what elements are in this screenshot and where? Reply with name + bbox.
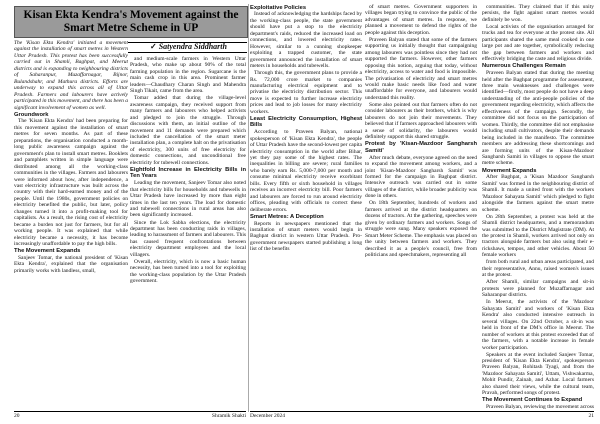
section-heading: Movement Expands xyxy=(482,167,537,174)
paragraph: Tomar added that during the village-level awareness campaign, they received support from many farmers and labourers who helped activists and pledged to join the struggle. Through discussions with them, an initial outline of the movement and 11 demands were prepared which included the cancellation of the smart meter installation plan, a complete halt on the privatisation of electricity, 300 units of free electricity for domestic connections, and unconditional free electricity for tubewell connections. xyxy=(130,95,246,166)
paragraph: After Shamli, similar campaigns and sit-in protests were planned for Muzaffarnagar and Saharanpur districts. xyxy=(482,279,594,299)
page-gutter xyxy=(248,4,249,412)
paragraph: On 18th September, hundreds of workers and farmers arrived at the district headquarters on dozens of tractors. At the gathering, speeches were given by ordinary farmers and workers. Songs of struggle were sung. Many speakers exposed the Smart Meter Scheme. The emphasis was placed on the unity between farmers and workers. They described it as a people's council, free from politicians and speechmakers, representing all xyxy=(365,200,477,258)
section-heading: The Movement Expands xyxy=(14,248,81,255)
author-name: Satyendra Siddharth xyxy=(158,42,227,51)
column-3 xyxy=(250,4,362,412)
footer-left xyxy=(14,411,246,422)
column-1 xyxy=(14,40,128,412)
paragraph: Overall, electricity, which is now a basic human necessity, has been turned into a tool for exploiting the working-class population by the Uttar Pradesh government. xyxy=(130,258,246,285)
paragraph: Since the Lok Sabha elections, the electricity department has been conducting raids in villages, leading to harassment of farmers and labourers. This has caused frequent confrontations between electricity department employees and the local villagers. xyxy=(130,219,246,258)
paragraph: Local activists of the organisation arranged for trucks and tea for everyone at the protest site. All participants shared the same meal cooked in one large pot and ate together, symbolically reducing the gap between farmers and workers and effectively bridging the caste and religious divide. xyxy=(482,23,594,63)
section-heading: Least Electricity Consumption, Highest Bills xyxy=(250,115,362,129)
column-2 xyxy=(130,56,246,412)
issue-date: December 2024 xyxy=(250,413,285,419)
paragraph: communities. They claimed that if this unity persists, the fight against smart metres would definitely be won. xyxy=(482,4,594,23)
paragraph: Leading the movement, Sanjeev Tomar also noted that electricity bills for households and tubewells in Uttar Pradesh have increased by more than eight times in the last ten years. The load for domestic and tubewell connections in rural areas has also been significantly increased. xyxy=(130,180,246,219)
footer-right xyxy=(250,411,594,422)
article-title: Kisan Ekta Kendra's Movement against the Smart Metre Scheme in UP xyxy=(23,9,239,34)
section-heading: Groundwork xyxy=(14,111,49,118)
section-heading: Eightfold Increase in Electricity Bills in Ten Years xyxy=(130,166,246,180)
paragraph: The 'Kisan Ekta Kendra' initiated a movement against the installation of smart metres in Western Uttar Pradesh. This protest has been successfully carried out in Shamli, Baghpat, and Meerut districts and is expanding to neighbouring districts of Saharanpur, Muzaffarnagar, Bijnor, Bulandshahr, and Mathura districts. Efforts are underway to expand this across all of Uttar Pradesh. Farmers and labourers have actively participated in this movement, and there has been a significant involvement of women as well. xyxy=(14,40,128,111)
paragraph: from both rural and urban areas participated, and their representative, Annu, raised women's issues at the protest. xyxy=(482,259,594,279)
column-4 xyxy=(365,4,477,412)
paragraph: and medium-scale farmers in Western Uttar Pradesh, who make up about 90% of the total farming population in the region. Sugarcane is the main cash crop in this area. Prominent farmer leaders—Chaudhary Charan Singh and Mahendra Singh Tikait, came from the area. xyxy=(130,56,246,95)
byline xyxy=(150,42,227,51)
paragraph: of smart metres. Government supporters in villages began trying to convince the public of the advantages of smart metres. In response, we planned a movement to defend the rights of the people against this deception. xyxy=(365,4,477,36)
paragraph: On 28th September, a protest was held at the Shamli district headquarters, and a memorandum was submitted to the District Magistrate (DM). At the protest in Shamli, workers arrived not only on tractors alongside farmers but also using their e-rickshaws, tempos, and other vehicles. About 50 female workers xyxy=(482,213,594,259)
page-number-right: 21 xyxy=(588,413,594,419)
page-number-left: 20 xyxy=(14,413,20,419)
paragraph: Sanjeev Tomar, the national president of 'Kisan Ekta Kendra', explained that the organisation primarily works with landless, small, xyxy=(14,254,128,274)
paragraph: Praveen Balyan stated that some of the farmers supporting us initially thought that campaigning among labourers was pointless since they had not supported the farmers. However, other farmers opposing this notion, arguing that today, without electricity, access to water and food is impossible. The privatisation of electricity and smart metres would make basic needs like food and water unaffordable for everyone, and labourers would understand this reality. xyxy=(365,36,477,101)
section-heading: Exploitative Policies xyxy=(250,4,307,11)
paragraph: According to Praveen Balyan, national spokesperson of 'Kisan Ekta Kendra', the people of Uttar Pradesh have the second-lowest per capita electricity consumption in the world after Bihar, yet they pay some of the highest rates. The inequalities in billing are severe; rural families who barely earn Rs. 5,000-7,000 per month and consume minimal electricity receive exorbitant bills. Every fifth or sixth household in villages receives an incorrect electricity bill. Poor farmers and labourers are forced to run around electricity offices, pleading with officials to correct these deliberate errors. xyxy=(250,129,362,213)
column-5 xyxy=(482,4,594,412)
paragraph: After much debate, everyone agreed on the need to expand the movement among workers, and a joint 'Kisan-Mazdoor Sangharsh Samiti' was formed for the campaign in Baghpat district. Intensive outreach was carried out in some villages of the district, while broader publicity was done in others. xyxy=(365,154,477,200)
paragraph: Instead of acknowledging the hardships faced by the working-class people, the state government should have put a stop to the electricity department's raids, reduced the increased load on connections, and lowered electricity rates. However, similar to a cunning shopkeeper exploiting a trapped customer, the state government announced the installation of smart meters in households and tubewells. xyxy=(250,11,362,70)
paragraph: Praveen Balyan, reviewing the movement across xyxy=(486,404,594,411)
magazine-name: Shramik Shakti xyxy=(211,413,246,419)
title-box xyxy=(14,6,248,38)
paragraph: Some also pointed out that farmers often do not consider labourers as their brothers, which is why labourers do not join their movements. They believed that if farmers approached labourers with a sense of solidarity, the labourers would definitely support this shared struggle. xyxy=(365,101,477,141)
paragraph: The 'Kisan Ekta Kendra' had been preparing for this movement against the installation of smart metres for seven months. As part of these preparations, the organisation conducted a month-long public awareness campaign against the government's plan to install smart metres. Booklets and pamphlets written in simple language were distributed among all the working-class communities in the villages. Farmers and labourers were informed about how, after independence, a vast electricity infrastructure was built across the country with their hard-earned money and of the people. Until the 1980s, government policies on electricity benefited the public, but later, policy changes turned it into a profit-making tool for capitalists. As a result, the rising cost of electricity became a burden not just for farmers, but for all working people. It was explained that while electricity became a necessity, it has become increasingly unaffordable to pay the high bills. xyxy=(14,118,128,248)
section-heading: Smart Metres: A Deception xyxy=(250,213,324,220)
byline-arrow-icon: ✓ xyxy=(150,42,157,51)
section-heading: Numerous Challenges Remain xyxy=(482,63,566,70)
paragraph: Praveen Balyan stated that during the meeting held after the Baghpat programme for assessment, three main weaknesses and challenges were identified—firstly, most people do not have a deep understanding of the anti-people policies of the government regarding electricity, which affects the effectiveness of the campaign. Secondly, the committee did not focus on the participation of women. Thirdly, the committee did not emphasise including small cultivators, despite their demands being included in the manifesto. The committee members are addressing these shortcomings and are forming units of the Kisan-Mazdoor Sangharsh Samiti in villages to oppose the smart metre scheme. xyxy=(482,70,594,167)
paragraph: After Baghpat, a 'Kisan Mazdoor Sangharsh Samiti' was formed in the neighbouring district of Shamli. It made a united front with the workers 'Mazdoor Sahayata Samiti' which pledged to fight alongside the farmers against the smart metre scheme. xyxy=(482,174,594,213)
paragraph: Reports in newspapers mentioned that the installation of smart meters would begin in Baghpat district in western Uttar Pradesh. Pro-government newspapers started publishing a long list of the benefits xyxy=(250,220,362,253)
paragraph: In Meerut, the activists of the 'Mazdoor Sahayata Samiti' and workers of 'Kisan Ekta Kendra' also conducted intensive outreach in several villages. On 22nd October, a sit-in was held in front of the DM's office in Meerut. The number of workers at this protest exceeded that of the farmers, with a notable increase in female worker participation. xyxy=(482,299,594,351)
paragraph: Through this, the government plans to provide a Rs. 72,000 crore market to companies manufacturing electrical equipment and to privatise the electricity distribution sector. This move is expected to further increase electricity prices and lead to job losses for many electricity workers. xyxy=(250,70,362,115)
paragraph: Speakers at the event included Sanjeev Tomar, president of 'Kisan Ekta Kendra', spokesperson Praveen Balyan, Rohitash Tyagi, and from the 'Mazdoor Sahayata Samiti', Uttam, Vishwakarma, Mohit Pundir, Zainab, and Azhar. Local farmers also shared their views, while the cultural team, Pravah, performed songs of protest. xyxy=(482,351,594,397)
section-heading: The Movement Continues to Expand xyxy=(482,397,583,404)
section-heading: Protest by 'Kisan-Mazdoor Sangharsh Samiti' xyxy=(365,141,477,154)
